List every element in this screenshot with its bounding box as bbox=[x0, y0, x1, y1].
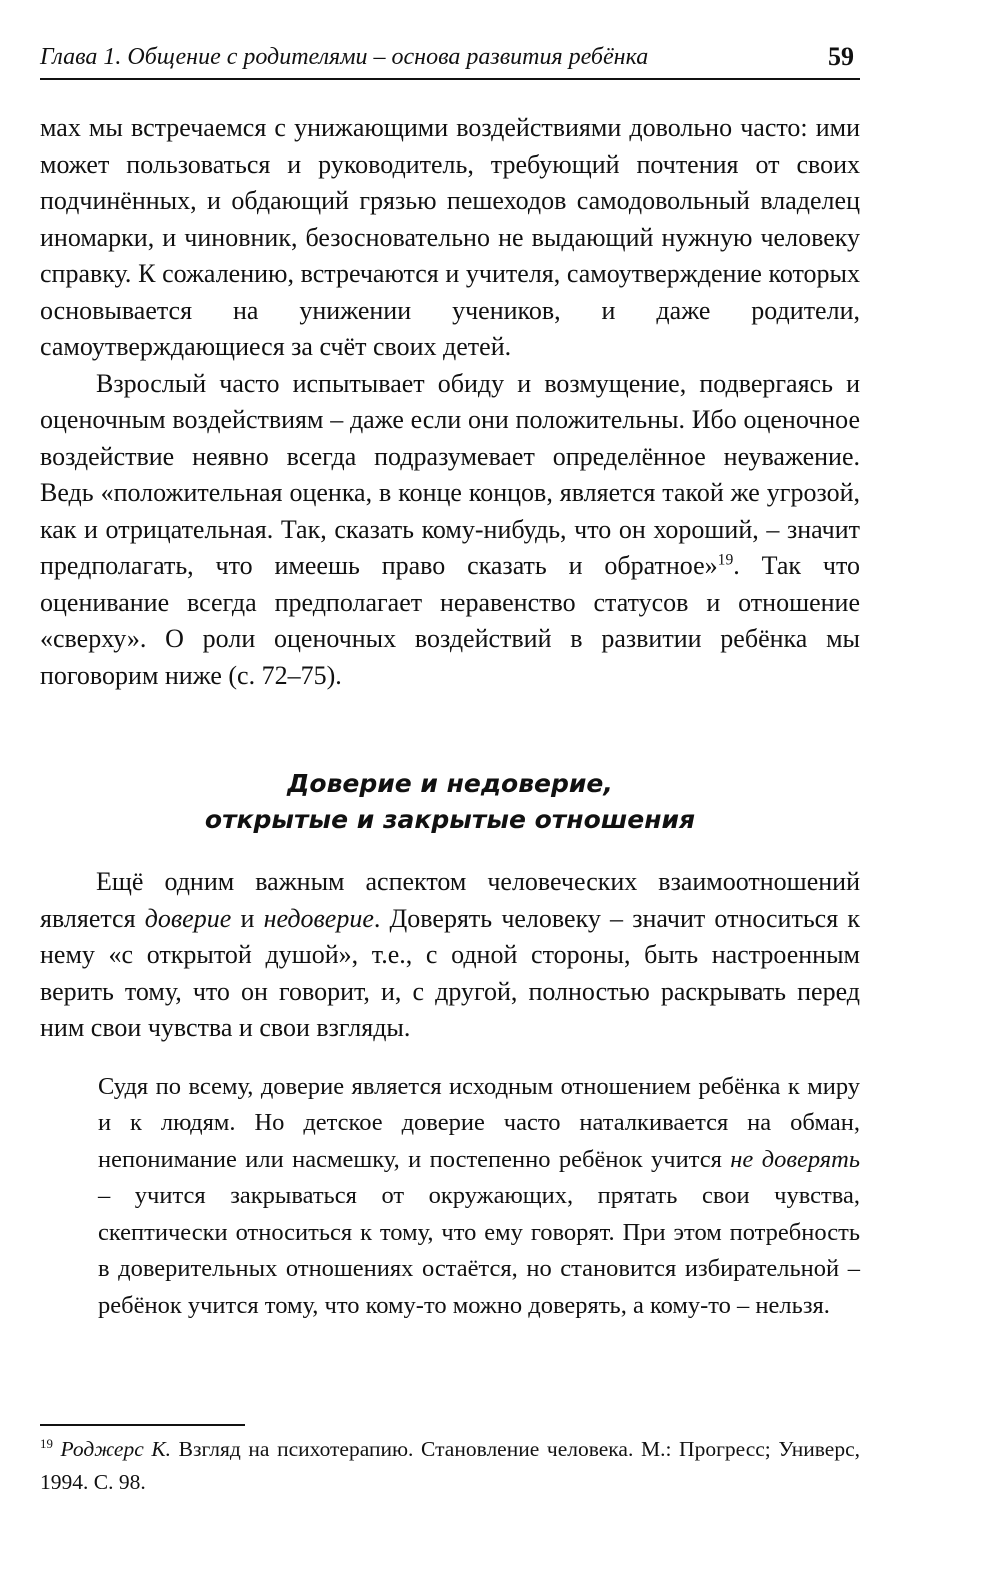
term-distrust: недоверие bbox=[263, 903, 374, 933]
paragraph-2 bbox=[40, 366, 860, 695]
paragraph-1: мах мы встречаемся с унижающими воздействиями довольно часто: ими может пользоваться и руководитель, требующий почтения от своих подчинённых, и обдающий грязью пешеходов самодовольный владелец иномарки, и чиновник, безосновательно не выдающий нужную человеку справку. К сожалению, встречаются и учителя, самоутверждение которых основывается на унижении учеников, и даже родители, самоутверждающиеся за счёт своих детей. bbox=[40, 113, 860, 361]
section-heading-line-2: открытые и закрытые отношения bbox=[204, 805, 696, 834]
footnote-number: 19 bbox=[40, 1436, 53, 1451]
paragraph-3-text-a: Ещё одним важным аспектом человеческих взаимоотношений является bbox=[40, 867, 860, 933]
footnote-divider bbox=[40, 1424, 245, 1426]
section-heading-line-1: Доверие и недоверие, bbox=[287, 769, 613, 798]
paragraph-3-text-b: и bbox=[231, 903, 264, 933]
paragraph-3 bbox=[40, 864, 860, 1047]
book-page bbox=[40, 36, 860, 1546]
section-heading bbox=[40, 766, 860, 838]
footnote bbox=[40, 1433, 860, 1499]
indented-passage bbox=[98, 1069, 860, 1325]
running-title: Глава 1. Общение с родителями – основа развития ребёнка bbox=[40, 44, 649, 70]
passage-text-a: Судя по всему, доверие является исходным отношением ребёнка к миру и к людям. Но детское доверие часто наталкивается на обман, непонимание или насмешку, и постепенно ребёнок учится bbox=[98, 1072, 860, 1173]
paragraph-3-text-c: . Доверять человеку – значит относиться к нему «с открытой душой», т.е., с одной стороны, быть настроенным верить тому, что он говорит, и, с другой, полностью раскрывать перед ним свои чувства и свои взгляды. bbox=[40, 903, 860, 1042]
passage-text-b: – учится закрываться от окружающих, прятать свои чувства, скептически относиться к тому, что ему говорят. При этом потребность в доверительных отношениях остаётся, но становится избирательной – ребёнок учится тому, что кому-то можно доверять, а кому-то – нельзя. bbox=[98, 1182, 860, 1319]
paragraph-2-text-b: . Так что оценивание всегда предполагает неравенство статусов и отношение «сверху». О роли оценочных воздействий в развитии ребёнка мы поговорим ниже (с. 72–75). bbox=[40, 551, 860, 690]
term-trust: доверие bbox=[144, 903, 232, 933]
footnote-reference: 19 bbox=[717, 551, 734, 569]
term-not-trust: не доверять bbox=[730, 1145, 861, 1173]
paragraph-2-text-a: Взрослый часто испытывает обиду и возмущение, подвергаясь и оценочным воздействиям – даже если они положительны. Ибо оценочное воздействие неявно всегда подразумевает определённое неуважение. Ведь «положительная оценка, в конце концов, является такой же угрозой, как и отрицательная. Так, сказать кому-нибудь, что он хороший, – значит предполагать, что имеешь право сказать и обратное» bbox=[40, 368, 860, 580]
page-number: 59 bbox=[828, 42, 854, 71]
running-header bbox=[40, 36, 860, 80]
footnote-text: Взгляд на психотерапию. Становление человека. М.: Прогресс; Универс, 1994. С. 98. bbox=[40, 1437, 860, 1494]
footnote-author: Роджерс К. bbox=[60, 1437, 172, 1461]
